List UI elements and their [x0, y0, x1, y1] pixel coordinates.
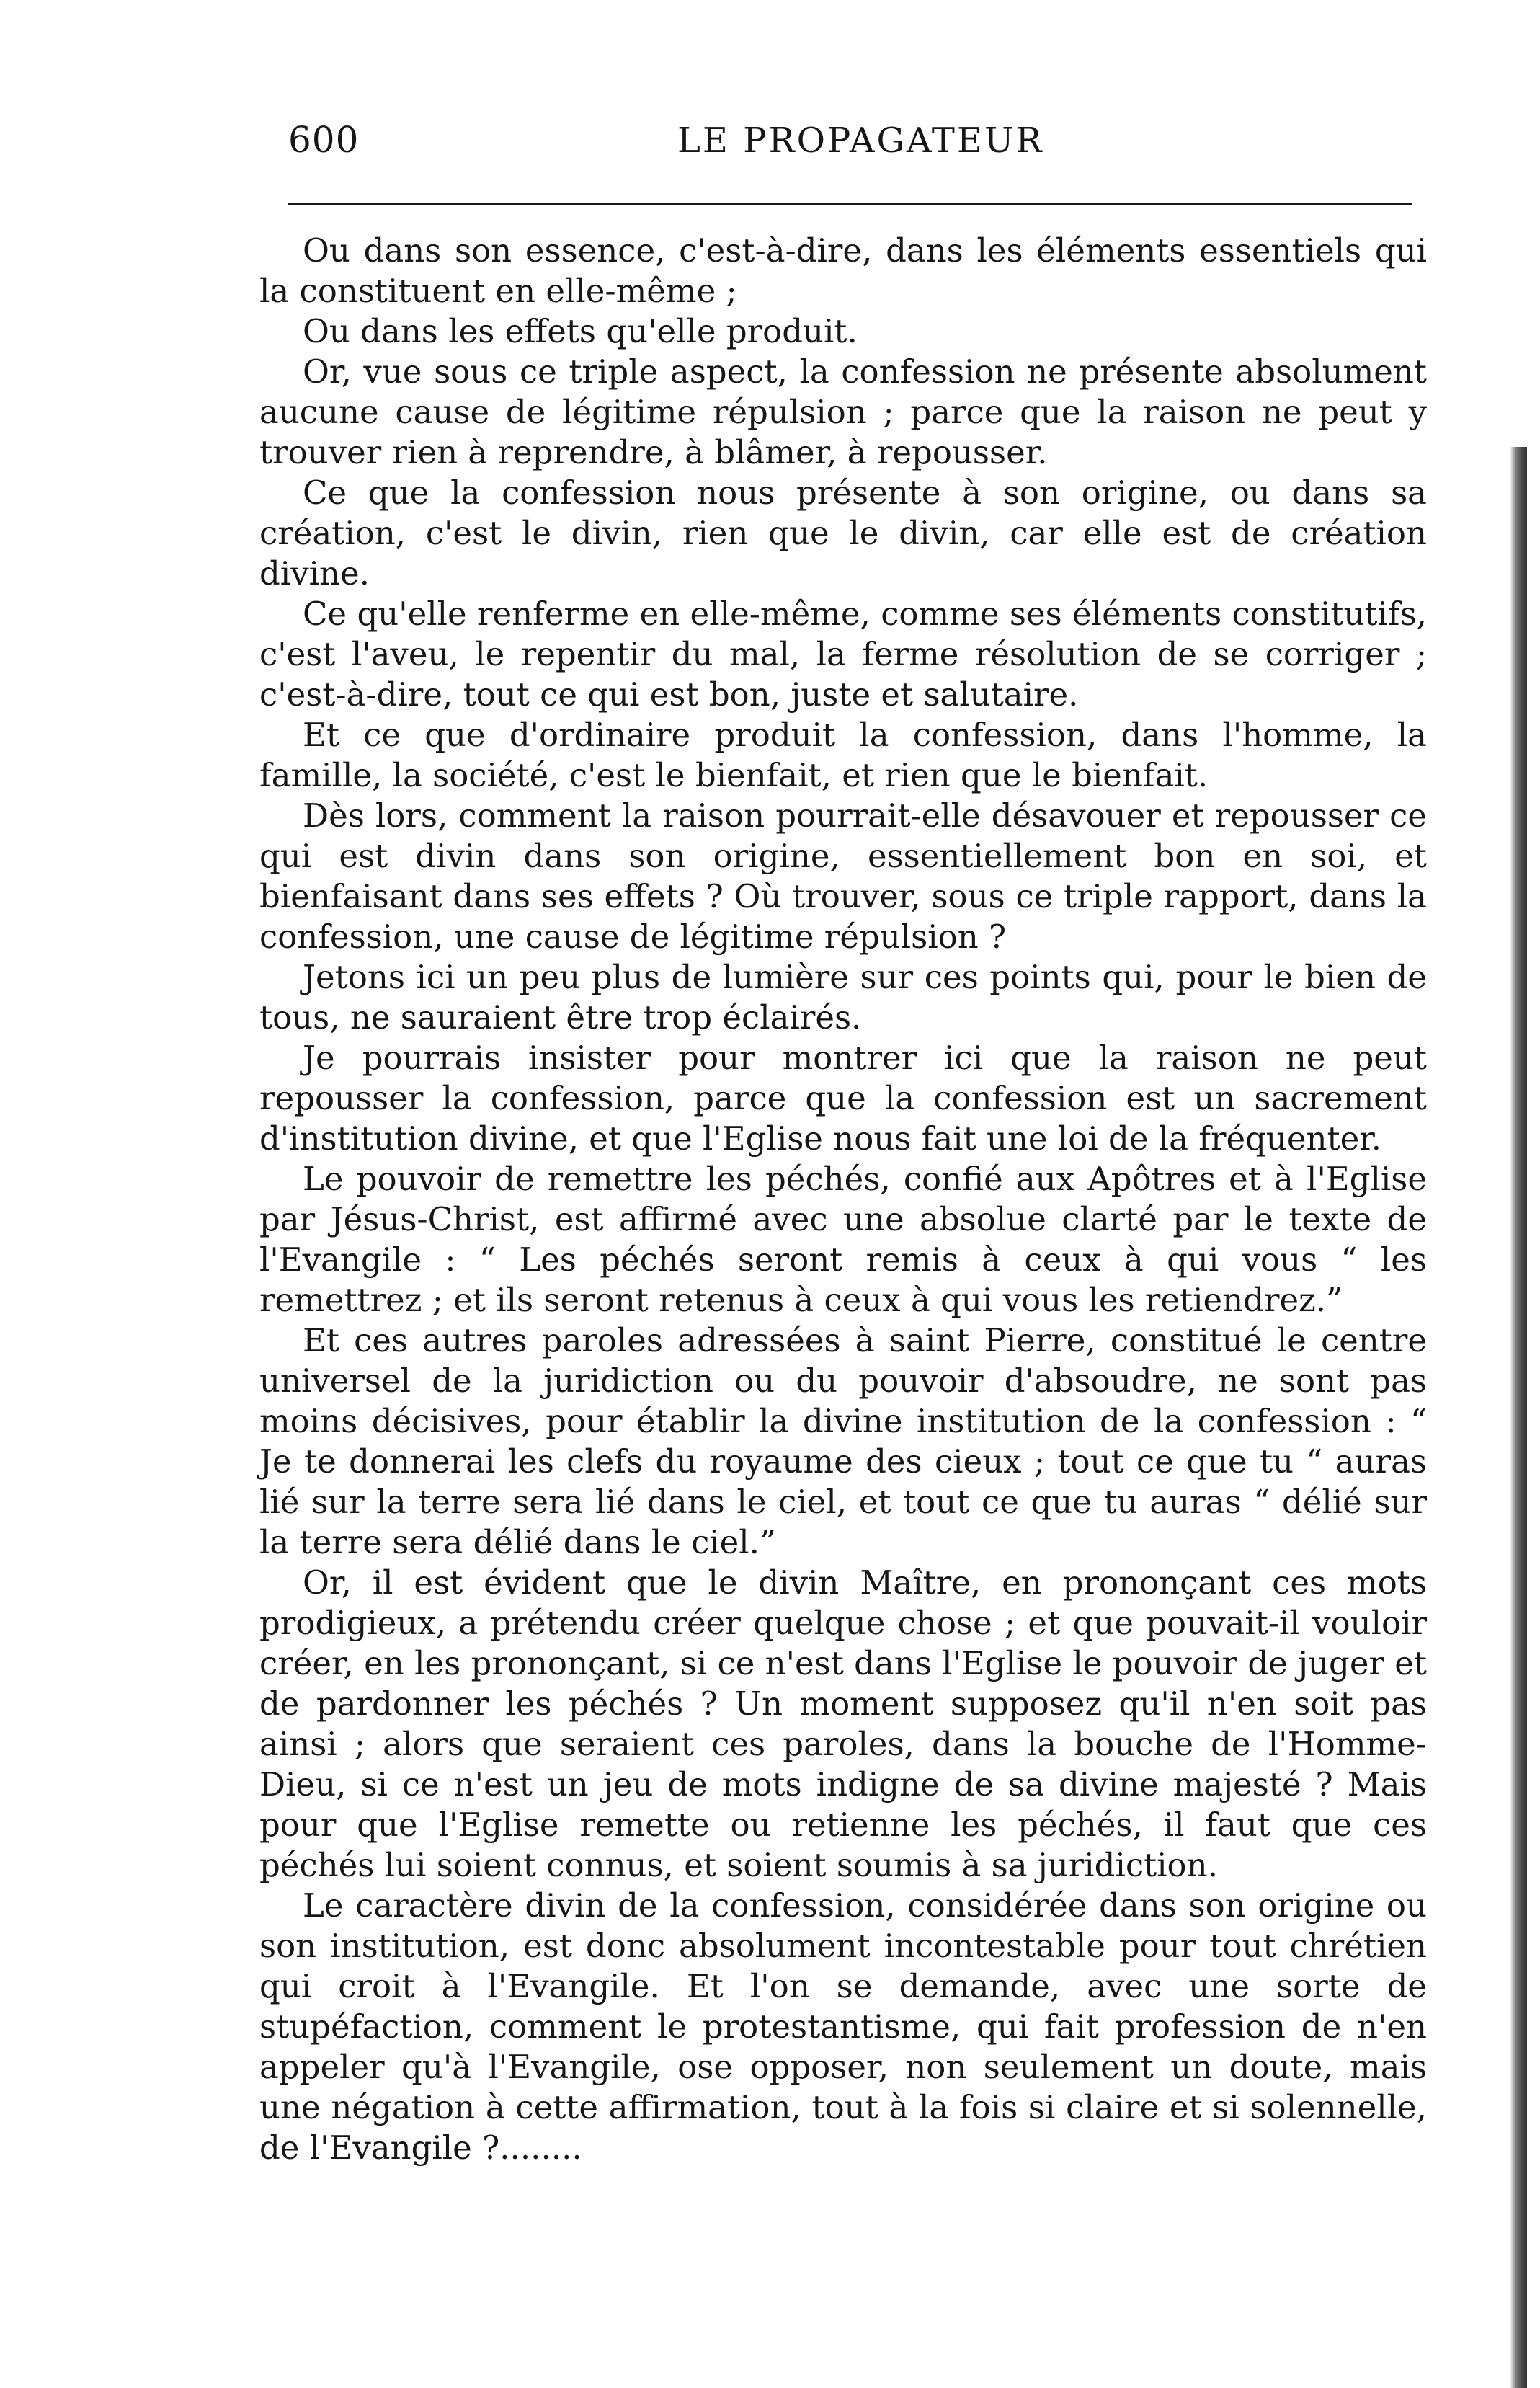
page-number: 600 [288, 119, 360, 161]
paragraph: Et ce que d'ordinaire produit la confession, dans l'homme, la famille, la société, c'est le bienfait, et rien que le bienfait. [259, 716, 1427, 794]
page-edge-shadow [1510, 447, 1527, 2388]
paragraph: Et ces autres paroles adressées à saint Pierre, constitué le centre universel de la juridiction ou du pouvoir d'absoudre, ne sont pas moins décisives, pour établir la divine institution de la confession : “ Je te donnerai les clefs du royaume des cieux ; tout ce que tu “ auras lié sur la terre sera lié dans le ciel, et tout ce que tu auras “ délié sur la terre sera délié dans le ciel.” [259, 1321, 1427, 1561]
paragraph: Le caractère divin de la confession, considérée dans son origine ou son institution, est donc absolument incontestable pour tout chrétien qui croit à l'Evangile. Et l'on se demande, avec une sorte de stupéfaction, comment le protestantisme, qui fait profession de n'en appeler qu'à l'Evangile, ose opposer, non seulement un doute, mais une négation à cette affirmation, tout à la fois si claire et si solennelle, de l'Evangile ?........ [259, 1886, 1427, 2167]
paragraph: Or, il est évident que le divin Maître, en prononçant ces mots prodigieux, a prétendu créer quelque chose ; et que pouvait-il vouloir créer, en les prononçant, si ce n'est dans l'Eglise le pouvoir de juger et de pardonner les péchés ? Un moment supposez qu'il n'en soit pas ainsi ; alors que seraient ces paroles, dans la bouche de l'Homme-Dieu, si ce n'est un jeu de mots indigne de sa divine majesté ? Mais pour que l'Eglise remette ou retienne les péchés, il faut que ces péchés lui soient connus, et soient soumis à sa juridiction. [259, 1563, 1427, 1884]
body-text [259, 231, 1427, 2168]
paragraph: Ce que la confession nous présente à son origine, ou dans sa création, c'est le divin, rien que le divin, car elle est de création divine. [259, 474, 1427, 592]
paragraph: Ou dans son essence, c'est-à-dire, dans les éléments essentiels qui la constituent en elle-même ; [259, 231, 1427, 310]
paragraph: Jetons ici un peu plus de lumière sur ces points qui, pour le bien de tous, ne sauraient être trop éclairés. [259, 958, 1427, 1037]
paragraph: Je pourrais insister pour montrer ici que la raison ne peut repousser la confession, parce que la confession est un sacrement d'institution divine, et que l'Eglise nous fait une loi de la fréquenter. [259, 1039, 1427, 1158]
paragraph: Dès lors, comment la raison pourrait-elle désavouer et repousser ce qui est divin dans son origine, essentiellement bon en soi, et bienfaisant dans ses effets ? Où trouver, sous ce triple rapport, dans la confession, une cause de légitime répulsion ? [259, 796, 1427, 956]
paragraph: Ou dans les effets qu'elle produit. [303, 312, 858, 350]
paragraph: Le pouvoir de remettre les péchés, confié aux Apôtres et à l'Eglise par Jésus-Christ, est affirmé avec une absolue clarté par le texte de l'Evangile : “ Les péchés seront remis à ceux à qui vous “ les remettrez ; et ils seront retenus à ceux à qui vous les retiendrez.” [259, 1160, 1427, 1319]
running-title: LE PROPAGATEUR [677, 120, 1044, 161]
page-header [288, 119, 1412, 177]
paragraph: Or, vue sous ce triple aspect, la confession ne présente absolument aucune cause de légitime répulsion ; parce que la raison ne peut y trouver rien à reprendre, à blâmer, à repousser. [259, 352, 1427, 471]
paragraph: Ce qu'elle renferme en elle-même, comme ses éléments constitutifs, c'est l'aveu, le repentir du mal, la ferme résolution de se corriger ; c'est-à-dire, tout ce qui est bon, juste et salutaire. [259, 595, 1427, 714]
header-rule [288, 203, 1412, 205]
